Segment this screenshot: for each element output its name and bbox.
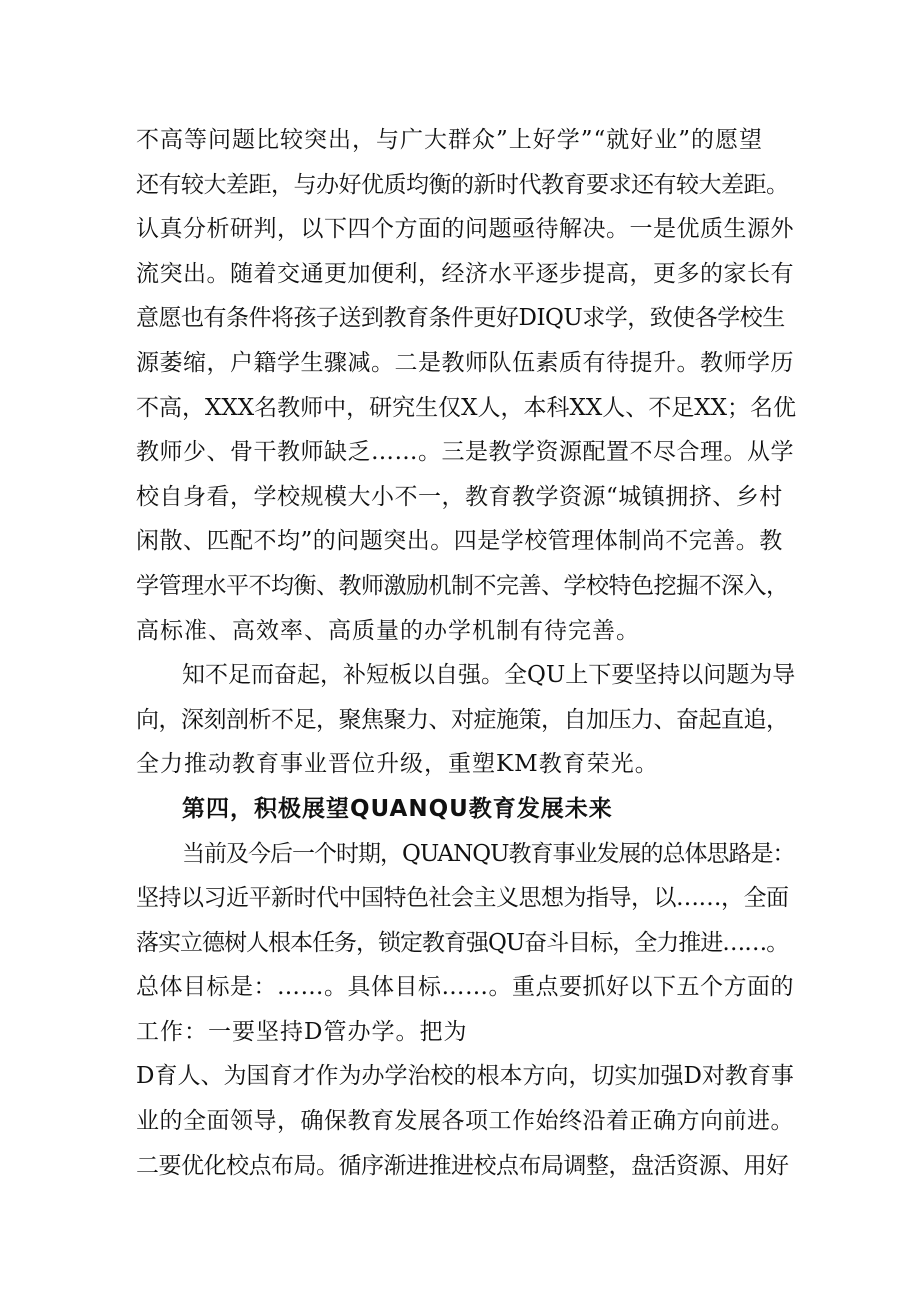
text-line: 不高，XXX名教师中，研究生仅X人，本科XX人、不足XX；名优 (136, 394, 796, 421)
text-line: 教师少、骨干教师缺乏……。三是教学资源配置不尽合理。从学 (136, 439, 794, 466)
text-line: 知不足而奋起，补短板以自强。全QU上下要坚持以问题为导 (182, 662, 796, 689)
text-line: 源萎缩，户籍学生骤减。二是教师队伍素质有待提升。教师学历 (136, 349, 794, 376)
text-line: 学管理水平不均衡、教师激励机制不完善、学校特色挖掘不深入， (136, 572, 789, 599)
text-line: 认真分析研判，以下四个方面的问题亟待解决。一是优质生源外 (136, 216, 794, 243)
document-body (136, 118, 796, 1188)
text-line: 工作：一要坚持D管办学。把为 (136, 1018, 468, 1045)
text-line: 落实立德树人根本任务，锁定教育强QU奋斗目标，全力推进……。 (136, 929, 789, 956)
text-line: 向，深刻剖析不足，聚焦聚力、对症施策，自加压力、奋起直追， (136, 706, 789, 733)
section-heading: 第四，积极展望QUANQU教育发展未来 (182, 795, 613, 822)
text-line: 还有较大差距，与办好优质均衡的新时代教育要求还有较大差距。 (136, 171, 789, 198)
text-line: 校自身看，学校规模大小不一，教育教学资源“城镇拥挤、乡村 (136, 483, 783, 510)
text-line: 闲散、匹配不均”的问题突出。四是学校管理体制尚不完善。教 (136, 528, 783, 555)
text-line: 当前及今后一个时期，QUANQU教育事业发展的总体思路是： (182, 840, 795, 867)
text-line: 不高等问题比较突出，与广大群众”上好学”“就好业”的愿望 (136, 127, 764, 153)
text-line: 意愿也有条件将孩子送到教育条件更好DIQU求学，致使各学校生 (136, 305, 785, 332)
text-line: 全力推动教育事业晋位升级，重塑KM教育荣光。 (136, 751, 659, 778)
text-line: 流突出。随着交通更加便利，经济水平逐步提高，更多的家长有 (136, 260, 794, 287)
text-line: 二要优化校点布局。循序渐进推进校点布局调整，盘活资源、用好 (136, 1152, 789, 1179)
text-line: D育人、为国育才作为办学治校的根本方向，切实加强D对教育事 (136, 1063, 794, 1090)
text-line: 高标准、高效率、高质量的办学机制有待完善。 (136, 617, 640, 644)
text-line: 坚持以习近平新时代中国特色社会主义思想为指导，以……，全面 (136, 885, 789, 912)
text-line: 总体目标是：……。具体目标……。重点要抓好以下五个方面的 (136, 974, 794, 1001)
text-line: 业的全面领导，确保教育发展各项工作始终沿着正确方向前进。 (136, 1108, 794, 1135)
